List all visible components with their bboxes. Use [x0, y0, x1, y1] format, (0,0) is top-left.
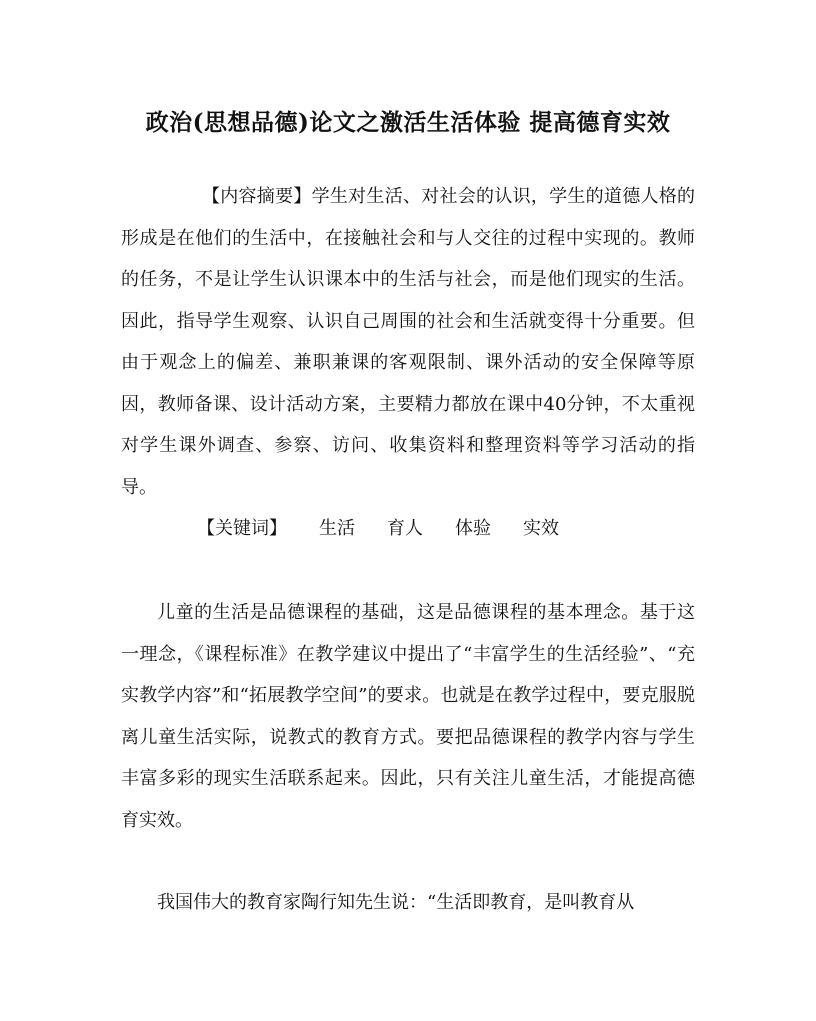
keyword-item: 育人 — [387, 518, 423, 539]
body-paragraph: 儿童的生活是品德课程的基础，这是品德课程的基本理念。基于这一理念，《课程标准》在教学建议中提出了“丰富学生的生活经验”、“充实教学内容”和“拓展教学空间”的要求。也就是在教学过程中，要克服脱离儿童生活实际，说教式的教育方式。要把品德课程的教学内容与学生丰富多彩的现实生活联系起来。因此，只有关注儿童生活，才能提高德育实效。 — [121, 602, 695, 831]
keyword-item: 体验 — [455, 518, 491, 539]
body-paragraph: 我国伟大的教育家陶行知先生说：“生活即教育，是叫教育从 — [157, 892, 635, 913]
keywords-label: 【关键词】 — [197, 518, 287, 539]
abstract-paragraph — [121, 176, 695, 508]
abstract-text: 学生对生活、对社会的认识，学生的道德人格的形成是在他们的生活中，在接触社会和与人交往的过程中实现的。教师的任务，不是让学生认识课本中的生活与社会，而是他们现实的生活。因此，指导学生观察、认识自己周围的社会和生活就变得十分重要。但由于观念上的偏差、兼职兼课的客观限制、课外活动的安全保障等原因，教师备课、设计活动方案，主要精力都放在课中40分钟，不太重视对学生课外调查、参察、访问、收集资料和整理资料等学习活动的指导。 — [121, 186, 696, 498]
abstract-label: 【内容摘要】 — [202, 186, 312, 207]
keyword-item: 实效 — [523, 518, 559, 539]
document-title: 政治(思想品德)论文之激活生活体验 提高德育实效 — [145, 109, 671, 136]
keywords-line — [197, 508, 559, 550]
keyword-item: 生活 — [319, 518, 355, 539]
